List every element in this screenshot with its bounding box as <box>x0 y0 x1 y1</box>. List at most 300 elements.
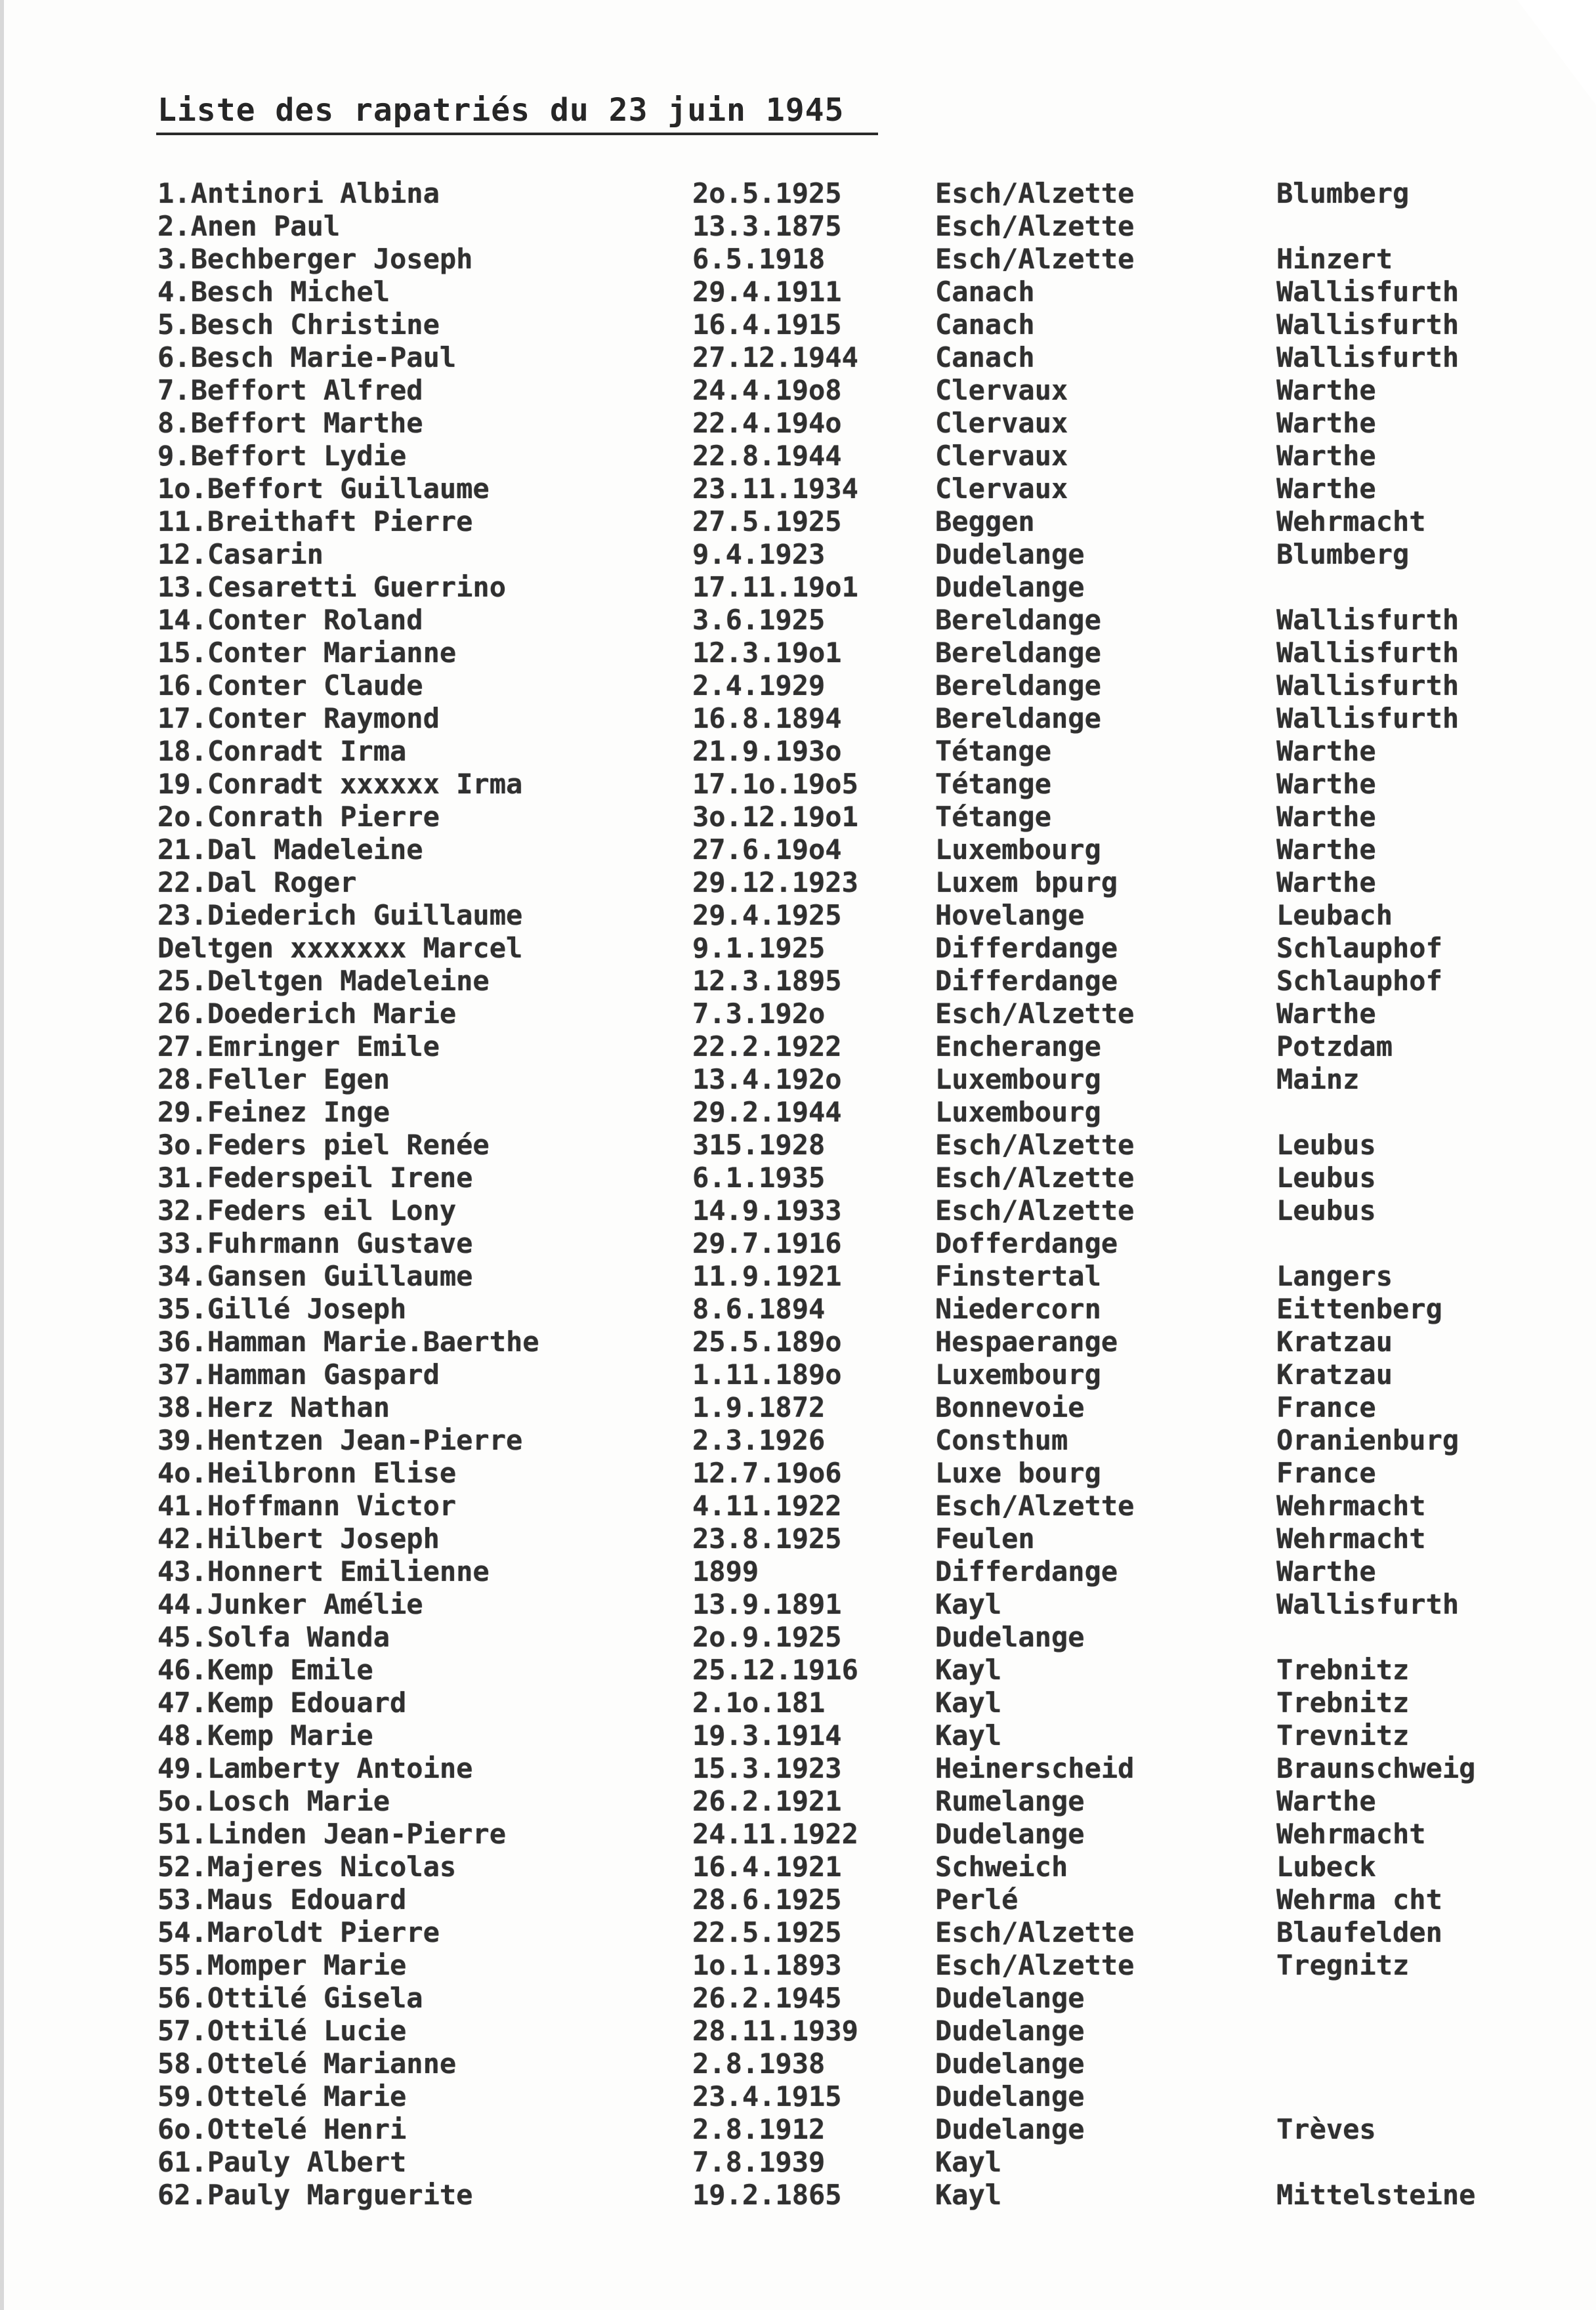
birth-place: Clervaux <box>935 440 1068 472</box>
birth-date: 3.6.1925 <box>692 604 826 636</box>
person-name: 6.Besch Marie-Paul <box>158 341 457 373</box>
birth-place: Differdange <box>935 1555 1118 1587</box>
birth-date: 13.4.192o <box>692 1063 842 1095</box>
birth-date: 7.3.192o <box>692 998 826 1030</box>
person-name: 46.Kemp Emile <box>158 1654 373 1686</box>
list-row <box>0 1687 1596 1719</box>
birth-place: Rumelange <box>935 1785 1085 1817</box>
person-name: 54.Maroldt Pierre <box>158 1916 440 1948</box>
camp-name: Wallisfurth <box>1276 669 1460 702</box>
birth-place: Dudelange <box>935 2113 1085 2145</box>
person-name: 18.Conradt Irma <box>158 735 407 767</box>
list-row <box>0 407 1596 440</box>
birth-date: 11.9.1921 <box>692 1260 842 1292</box>
birth-place: Tétange <box>935 735 1052 767</box>
person-name: 35.Gillé Joseph <box>158 1293 407 1325</box>
birth-date: 23.4.1915 <box>692 2080 842 2112</box>
camp-name: Hinzert <box>1276 243 1393 275</box>
birth-place: Dudelange <box>935 1982 1085 2014</box>
list-row <box>0 1293 1596 1326</box>
list-row <box>0 1588 1596 1621</box>
birth-place: Kayl <box>935 2146 1002 2178</box>
birth-date: 25.5.189o <box>692 1326 842 1358</box>
list-row <box>0 1063 1596 1096</box>
person-name: 11.Breithaft Pierre <box>158 505 473 537</box>
person-name: 38.Herz Nathan <box>158 1391 390 1423</box>
birth-date: 2.8.1912 <box>692 2113 826 2145</box>
birth-place: Luxembourg <box>935 1096 1101 1128</box>
list-row <box>0 1391 1596 1424</box>
list-row <box>0 1883 1596 1916</box>
camp-name: Trebnitz <box>1276 1687 1410 1719</box>
person-name: 27.Emringer Emile <box>158 1030 440 1062</box>
person-name: 61.Pauly Albert <box>158 2146 407 2178</box>
person-name: 8.Beffort Marthe <box>158 407 423 439</box>
camp-name: Blumberg <box>1276 177 1410 209</box>
list-row <box>0 2113 1596 2146</box>
birth-date: 26.2.1945 <box>692 1982 842 2014</box>
birth-date: 29.7.1916 <box>692 1227 842 1259</box>
list-row <box>0 1719 1596 1752</box>
birth-place: Bereldange <box>935 669 1101 702</box>
person-name: 47.Kemp Edouard <box>158 1687 407 1719</box>
person-name: 21.Dal Madeleine <box>158 833 423 866</box>
camp-name: Wallisfurth <box>1276 702 1460 734</box>
birth-date: 12.3.1895 <box>692 965 842 997</box>
birth-place: Dudelange <box>935 2080 1085 2112</box>
birth-place: Hespaerange <box>935 1326 1118 1358</box>
person-name: 14.Conter Roland <box>158 604 423 636</box>
list-row <box>0 1982 1596 2015</box>
list-row <box>0 1654 1596 1687</box>
list-row <box>0 210 1596 243</box>
person-name: 32.Feders eil Lony <box>158 1194 457 1227</box>
person-name: 59.Ottelé Marie <box>158 2080 407 2112</box>
camp-name: Leubus <box>1276 1129 1376 1161</box>
camp-name: Warthe <box>1276 735 1376 767</box>
person-name: 43.Honnert Emilienne <box>158 1555 490 1587</box>
folded-corner <box>1517 0 1596 105</box>
birth-place: Kayl <box>935 1588 1002 1620</box>
person-name: 4.Besch Michel <box>158 276 390 308</box>
birth-place: Tétange <box>935 801 1052 833</box>
birth-place: Luxembourg <box>935 1358 1101 1391</box>
list-row <box>0 1260 1596 1293</box>
list-row <box>0 1851 1596 1883</box>
birth-date: 6.5.1918 <box>692 243 826 275</box>
camp-name: Wehrma cht <box>1276 1883 1442 1916</box>
list-row <box>0 243 1596 276</box>
birth-place: Tétange <box>935 768 1052 800</box>
birth-place: Differdange <box>935 965 1118 997</box>
camp-name: Wehrmacht <box>1276 1490 1426 1522</box>
person-name: 42.Hilbert Joseph <box>158 1522 440 1555</box>
birth-place: Luxem bpurg <box>935 866 1118 898</box>
camp-name: Blumberg <box>1276 538 1410 570</box>
birth-place: Beggen <box>935 505 1035 537</box>
list-row <box>0 1227 1596 1260</box>
person-name: 62.Pauly Marguerite <box>158 2179 473 2211</box>
birth-date: 17.1o.19o5 <box>692 768 858 800</box>
list-row <box>0 1457 1596 1490</box>
birth-place: Hovelange <box>935 899 1085 931</box>
birth-place: Esch/Alzette <box>935 1162 1135 1194</box>
birth-date: 315.1928 <box>692 1129 826 1161</box>
birth-place: Esch/Alzette <box>935 998 1135 1030</box>
camp-name: Potzdam <box>1276 1030 1393 1062</box>
birth-date: 15.3.1923 <box>692 1752 842 1784</box>
list-row <box>0 998 1596 1030</box>
list-row <box>0 1326 1596 1358</box>
birth-place: Esch/Alzette <box>935 210 1135 242</box>
birth-place: Kayl <box>935 1687 1002 1719</box>
camp-name: France <box>1276 1391 1376 1423</box>
camp-name: Braunschweig <box>1276 1752 1476 1784</box>
person-name: 3o.Feders piel Renée <box>158 1129 490 1161</box>
list-row <box>0 1194 1596 1227</box>
person-name: 19.Conradt xxxxxx Irma <box>158 768 523 800</box>
camp-name: Wehrmacht <box>1276 505 1426 537</box>
birth-place: Canach <box>935 308 1035 341</box>
person-name: 12.Casarin <box>158 538 324 570</box>
list-row <box>0 1949 1596 1982</box>
list-row <box>0 1752 1596 1785</box>
birth-date: 2.4.1929 <box>692 669 826 702</box>
birth-date: 9.4.1923 <box>692 538 826 570</box>
birth-date: 25.12.1916 <box>692 1654 858 1686</box>
list-row <box>0 2146 1596 2179</box>
birth-date: 29.4.1925 <box>692 899 842 931</box>
list-row <box>0 735 1596 768</box>
birth-date: 16.8.1894 <box>692 702 842 734</box>
person-name: 2o.Conrath Pierre <box>158 801 440 833</box>
birth-date: 22.4.194o <box>692 407 842 439</box>
birth-place: Esch/Alzette <box>935 1490 1135 1522</box>
birth-date: 6.1.1935 <box>692 1162 826 1194</box>
title-underline <box>156 133 878 135</box>
birth-place: Bereldange <box>935 637 1101 669</box>
person-name: 33.Fuhrmann Gustave <box>158 1227 473 1259</box>
list-row <box>0 308 1596 341</box>
camp-name: Wallisfurth <box>1276 1588 1460 1620</box>
list-row <box>0 2048 1596 2080</box>
birth-date: 2.1o.181 <box>692 1687 826 1719</box>
birth-date: 23.8.1925 <box>692 1522 842 1555</box>
birth-date: 19.2.1865 <box>692 2179 842 2211</box>
list-row <box>0 965 1596 998</box>
birth-date: 1o.1.1893 <box>692 1949 842 1981</box>
camp-name: Leubus <box>1276 1194 1376 1227</box>
birth-date: 13.3.1875 <box>692 210 842 242</box>
list-row <box>0 571 1596 604</box>
camp-name: Wallisfurth <box>1276 637 1460 669</box>
person-name: 37.Hamman Gaspard <box>158 1358 440 1391</box>
person-name: Deltgen xxxxxxx Marcel <box>158 932 523 964</box>
list-row <box>0 833 1596 866</box>
birth-date: 23.11.1934 <box>692 472 858 505</box>
camp-name: France <box>1276 1457 1376 1489</box>
person-name: 44.Junker Amélie <box>158 1588 423 1620</box>
list-row <box>0 1785 1596 1818</box>
birth-place: Canach <box>935 341 1035 373</box>
camp-name: Langers <box>1276 1260 1393 1292</box>
person-name: 41.Hoffmann Victor <box>158 1490 457 1522</box>
birth-date: 19.3.1914 <box>692 1719 842 1752</box>
birth-place: Luxe bourg <box>935 1457 1101 1489</box>
birth-place: Bonnevoie <box>935 1391 1085 1423</box>
birth-place: Clervaux <box>935 374 1068 406</box>
camp-name: Trebnitz <box>1276 1654 1410 1686</box>
birth-place: Niedercorn <box>935 1293 1101 1325</box>
birth-place: Bereldange <box>935 604 1101 636</box>
person-name: 5o.Losch Marie <box>158 1785 390 1817</box>
birth-date: 1899 <box>692 1555 759 1587</box>
camp-name: Lubeck <box>1276 1851 1376 1883</box>
list-row <box>0 932 1596 965</box>
camp-name: Leubus <box>1276 1162 1376 1194</box>
list-row <box>0 538 1596 571</box>
person-name: 13.Cesaretti Guerrino <box>158 571 507 603</box>
camp-name: Oranienburg <box>1276 1424 1460 1456</box>
birth-place: Dudelange <box>935 2015 1085 2047</box>
list-row <box>0 1424 1596 1457</box>
camp-name: Kratzau <box>1276 1358 1393 1391</box>
birth-date: 22.5.1925 <box>692 1916 842 1948</box>
camp-name: Warthe <box>1276 374 1376 406</box>
camp-name: Warthe <box>1276 866 1376 898</box>
birth-place: Consthum <box>935 1424 1068 1456</box>
camp-name: Trèves <box>1276 2113 1376 2145</box>
list-row <box>0 1818 1596 1851</box>
list-row <box>0 1030 1596 1063</box>
birth-date: 28.6.1925 <box>692 1883 842 1916</box>
list-row <box>0 472 1596 505</box>
camp-name: Warthe <box>1276 768 1376 800</box>
birth-date: 13.9.1891 <box>692 1588 842 1620</box>
list-row <box>0 1555 1596 1588</box>
birth-place: Esch/Alzette <box>935 243 1135 275</box>
list-row <box>0 604 1596 637</box>
list-row <box>0 505 1596 538</box>
list-row <box>0 1621 1596 1654</box>
person-name: 15.Conter Marianne <box>158 637 457 669</box>
camp-name: Schlauphof <box>1276 965 1442 997</box>
camp-name: Mittelsteine <box>1276 2179 1476 2211</box>
birth-place: Perlé <box>935 1883 1018 1916</box>
birth-place: Dudelange <box>935 1621 1085 1653</box>
birth-date: 16.4.1915 <box>692 308 842 341</box>
person-name: 16.Conter Claude <box>158 669 423 702</box>
camp-name: Warthe <box>1276 1785 1376 1817</box>
camp-name: Mainz <box>1276 1063 1360 1095</box>
person-name: 52.Majeres Nicolas <box>158 1851 457 1883</box>
birth-place: Esch/Alzette <box>935 1194 1135 1227</box>
birth-date: 29.12.1923 <box>692 866 858 898</box>
birth-place: Luxembourg <box>935 833 1101 866</box>
list-row <box>0 1358 1596 1391</box>
list-row <box>0 899 1596 932</box>
list-row <box>0 1129 1596 1162</box>
birth-place: Dudelange <box>935 2048 1085 2080</box>
birth-date: 22.2.1922 <box>692 1030 842 1062</box>
document-title: Liste des rapatriés du 23 juin 1945 <box>158 92 845 129</box>
list-row <box>0 374 1596 407</box>
person-name: 5.Besch Christine <box>158 308 440 341</box>
list-row <box>0 1490 1596 1522</box>
person-name: 34.Gansen Guillaume <box>158 1260 473 1292</box>
person-name: 39.Hentzen Jean-Pierre <box>158 1424 523 1456</box>
birth-date: 3o.12.19o1 <box>692 801 858 833</box>
birth-place: Heinerscheid <box>935 1752 1135 1784</box>
birth-date: 1.11.189o <box>692 1358 842 1391</box>
list-row <box>0 1096 1596 1129</box>
birth-date: 2.3.1926 <box>692 1424 826 1456</box>
camp-name: Trevnitz <box>1276 1719 1410 1752</box>
birth-date: 22.8.1944 <box>692 440 842 472</box>
camp-name: Warthe <box>1276 440 1376 472</box>
person-name: 9.Beffort Lydie <box>158 440 407 472</box>
list-row <box>0 177 1596 210</box>
birth-date: 29.4.1911 <box>692 276 842 308</box>
person-name: 28.Feller Egen <box>158 1063 390 1095</box>
birth-place: Luxembourg <box>935 1063 1101 1095</box>
birth-date: 4.11.1922 <box>692 1490 842 1522</box>
birth-place: Encherange <box>935 1030 1101 1062</box>
birth-date: 9.1.1925 <box>692 932 826 964</box>
birth-place: Kayl <box>935 1719 1002 1752</box>
birth-place: Dofferdange <box>935 1227 1118 1259</box>
birth-date: 16.4.1921 <box>692 1851 842 1883</box>
person-name: 58.Ottelé Marianne <box>158 2048 457 2080</box>
camp-name: Warthe <box>1276 801 1376 833</box>
birth-date: 27.5.1925 <box>692 505 842 537</box>
person-name: 55.Momper Marie <box>158 1949 407 1981</box>
birth-date: 2o.9.1925 <box>692 1621 842 1653</box>
camp-name: Tregnitz <box>1276 1949 1410 1981</box>
camp-name: Warthe <box>1276 998 1376 1030</box>
birth-place: Kayl <box>935 1654 1002 1686</box>
birth-date: 17.11.19o1 <box>692 571 858 603</box>
camp-name: Warthe <box>1276 1555 1376 1587</box>
list-row <box>0 637 1596 669</box>
birth-place: Canach <box>935 276 1035 308</box>
person-name: 31.Federspeil Irene <box>158 1162 473 1194</box>
person-name: 25.Deltgen Madeleine <box>158 965 490 997</box>
list-row <box>0 1162 1596 1194</box>
person-name: 22.Dal Roger <box>158 866 357 898</box>
camp-name: Wallisfurth <box>1276 604 1460 636</box>
list-row <box>0 440 1596 472</box>
birth-date: 12.7.19o6 <box>692 1457 842 1489</box>
person-name: 7.Beffort Alfred <box>158 374 423 406</box>
birth-date: 21.9.193o <box>692 735 842 767</box>
birth-place: Esch/Alzette <box>935 1949 1135 1981</box>
camp-name: Wehrmacht <box>1276 1818 1426 1850</box>
camp-name: Eittenberg <box>1276 1293 1442 1325</box>
birth-place: Dudelange <box>935 571 1085 603</box>
list-row <box>0 2015 1596 2048</box>
repatriates-list <box>0 177 1596 2212</box>
camp-name: Kratzau <box>1276 1326 1393 1358</box>
birth-date: 8.6.1894 <box>692 1293 826 1325</box>
birth-date: 1.9.1872 <box>692 1391 826 1423</box>
camp-name: Warthe <box>1276 472 1376 505</box>
birth-place: Finstertal <box>935 1260 1101 1292</box>
person-name: 53.Maus Edouard <box>158 1883 407 1916</box>
birth-date: 7.8.1939 <box>692 2146 826 2178</box>
list-row <box>0 2179 1596 2212</box>
person-name: 1.Antinori Albina <box>158 177 440 209</box>
birth-place: Kayl <box>935 2179 1002 2211</box>
birth-place: Schweich <box>935 1851 1068 1883</box>
birth-place: Bereldange <box>935 702 1101 734</box>
person-name: 51.Linden Jean-Pierre <box>158 1818 507 1850</box>
person-name: 49.Lamberty Antoine <box>158 1752 473 1784</box>
person-name: 23.Diederich Guillaume <box>158 899 523 931</box>
person-name: 36.Hamman Marie.Baerthe <box>158 1326 539 1358</box>
birth-place: Dudelange <box>935 1818 1085 1850</box>
camp-name: Wallisfurth <box>1276 308 1460 341</box>
birth-date: 14.9.1933 <box>692 1194 842 1227</box>
birth-date: 27.12.1944 <box>692 341 858 373</box>
birth-place: Clervaux <box>935 472 1068 505</box>
birth-date: 2o.5.1925 <box>692 177 842 209</box>
list-row <box>0 669 1596 702</box>
list-row <box>0 341 1596 374</box>
birth-date: 24.11.1922 <box>692 1818 858 1850</box>
person-name: 6o.Ottelé Henri <box>158 2113 407 2145</box>
camp-name: Leubach <box>1276 899 1393 931</box>
person-name: 17.Conter Raymond <box>158 702 440 734</box>
birth-date: 24.4.19o8 <box>692 374 842 406</box>
camp-name: Wallisfurth <box>1276 276 1460 308</box>
list-row <box>0 1916 1596 1949</box>
birth-date: 12.3.19o1 <box>692 637 842 669</box>
person-name: 2.Anen Paul <box>158 210 341 242</box>
list-row <box>0 702 1596 735</box>
person-name: 45.Solfa Wanda <box>158 1621 390 1653</box>
birth-place: Differdange <box>935 932 1118 964</box>
list-row <box>0 1522 1596 1555</box>
birth-place: Feulen <box>935 1522 1035 1555</box>
birth-place: Clervaux <box>935 407 1068 439</box>
camp-name: Wallisfurth <box>1276 341 1460 373</box>
person-name: 1o.Beffort Guillaume <box>158 472 490 505</box>
person-name: 4o.Heilbronn Elise <box>158 1457 457 1489</box>
person-name: 26.Doederich Marie <box>158 998 457 1030</box>
camp-name: Warthe <box>1276 407 1376 439</box>
birth-place: Esch/Alzette <box>935 1916 1135 1948</box>
list-row <box>0 2080 1596 2113</box>
birth-place: Esch/Alzette <box>935 1129 1135 1161</box>
list-row <box>0 276 1596 308</box>
person-name: 29.Feinez Inge <box>158 1096 390 1128</box>
person-name: 48.Kemp Marie <box>158 1719 373 1752</box>
person-name: 3.Bechberger Joseph <box>158 243 473 275</box>
birth-date: 2.8.1938 <box>692 2048 826 2080</box>
camp-name: Warthe <box>1276 833 1376 866</box>
birth-date: 27.6.19o4 <box>692 833 842 866</box>
person-name: 56.Ottilé Gisela <box>158 1982 423 2014</box>
camp-name: Wehrmacht <box>1276 1522 1426 1555</box>
camp-name: Blaufelden <box>1276 1916 1442 1948</box>
camp-name: Schlauphof <box>1276 932 1442 964</box>
birth-date: 28.11.1939 <box>692 2015 858 2047</box>
birth-place: Dudelange <box>935 538 1085 570</box>
list-row <box>0 801 1596 833</box>
person-name: 57.Ottilé Lucie <box>158 2015 407 2047</box>
birth-date: 29.2.1944 <box>692 1096 842 1128</box>
